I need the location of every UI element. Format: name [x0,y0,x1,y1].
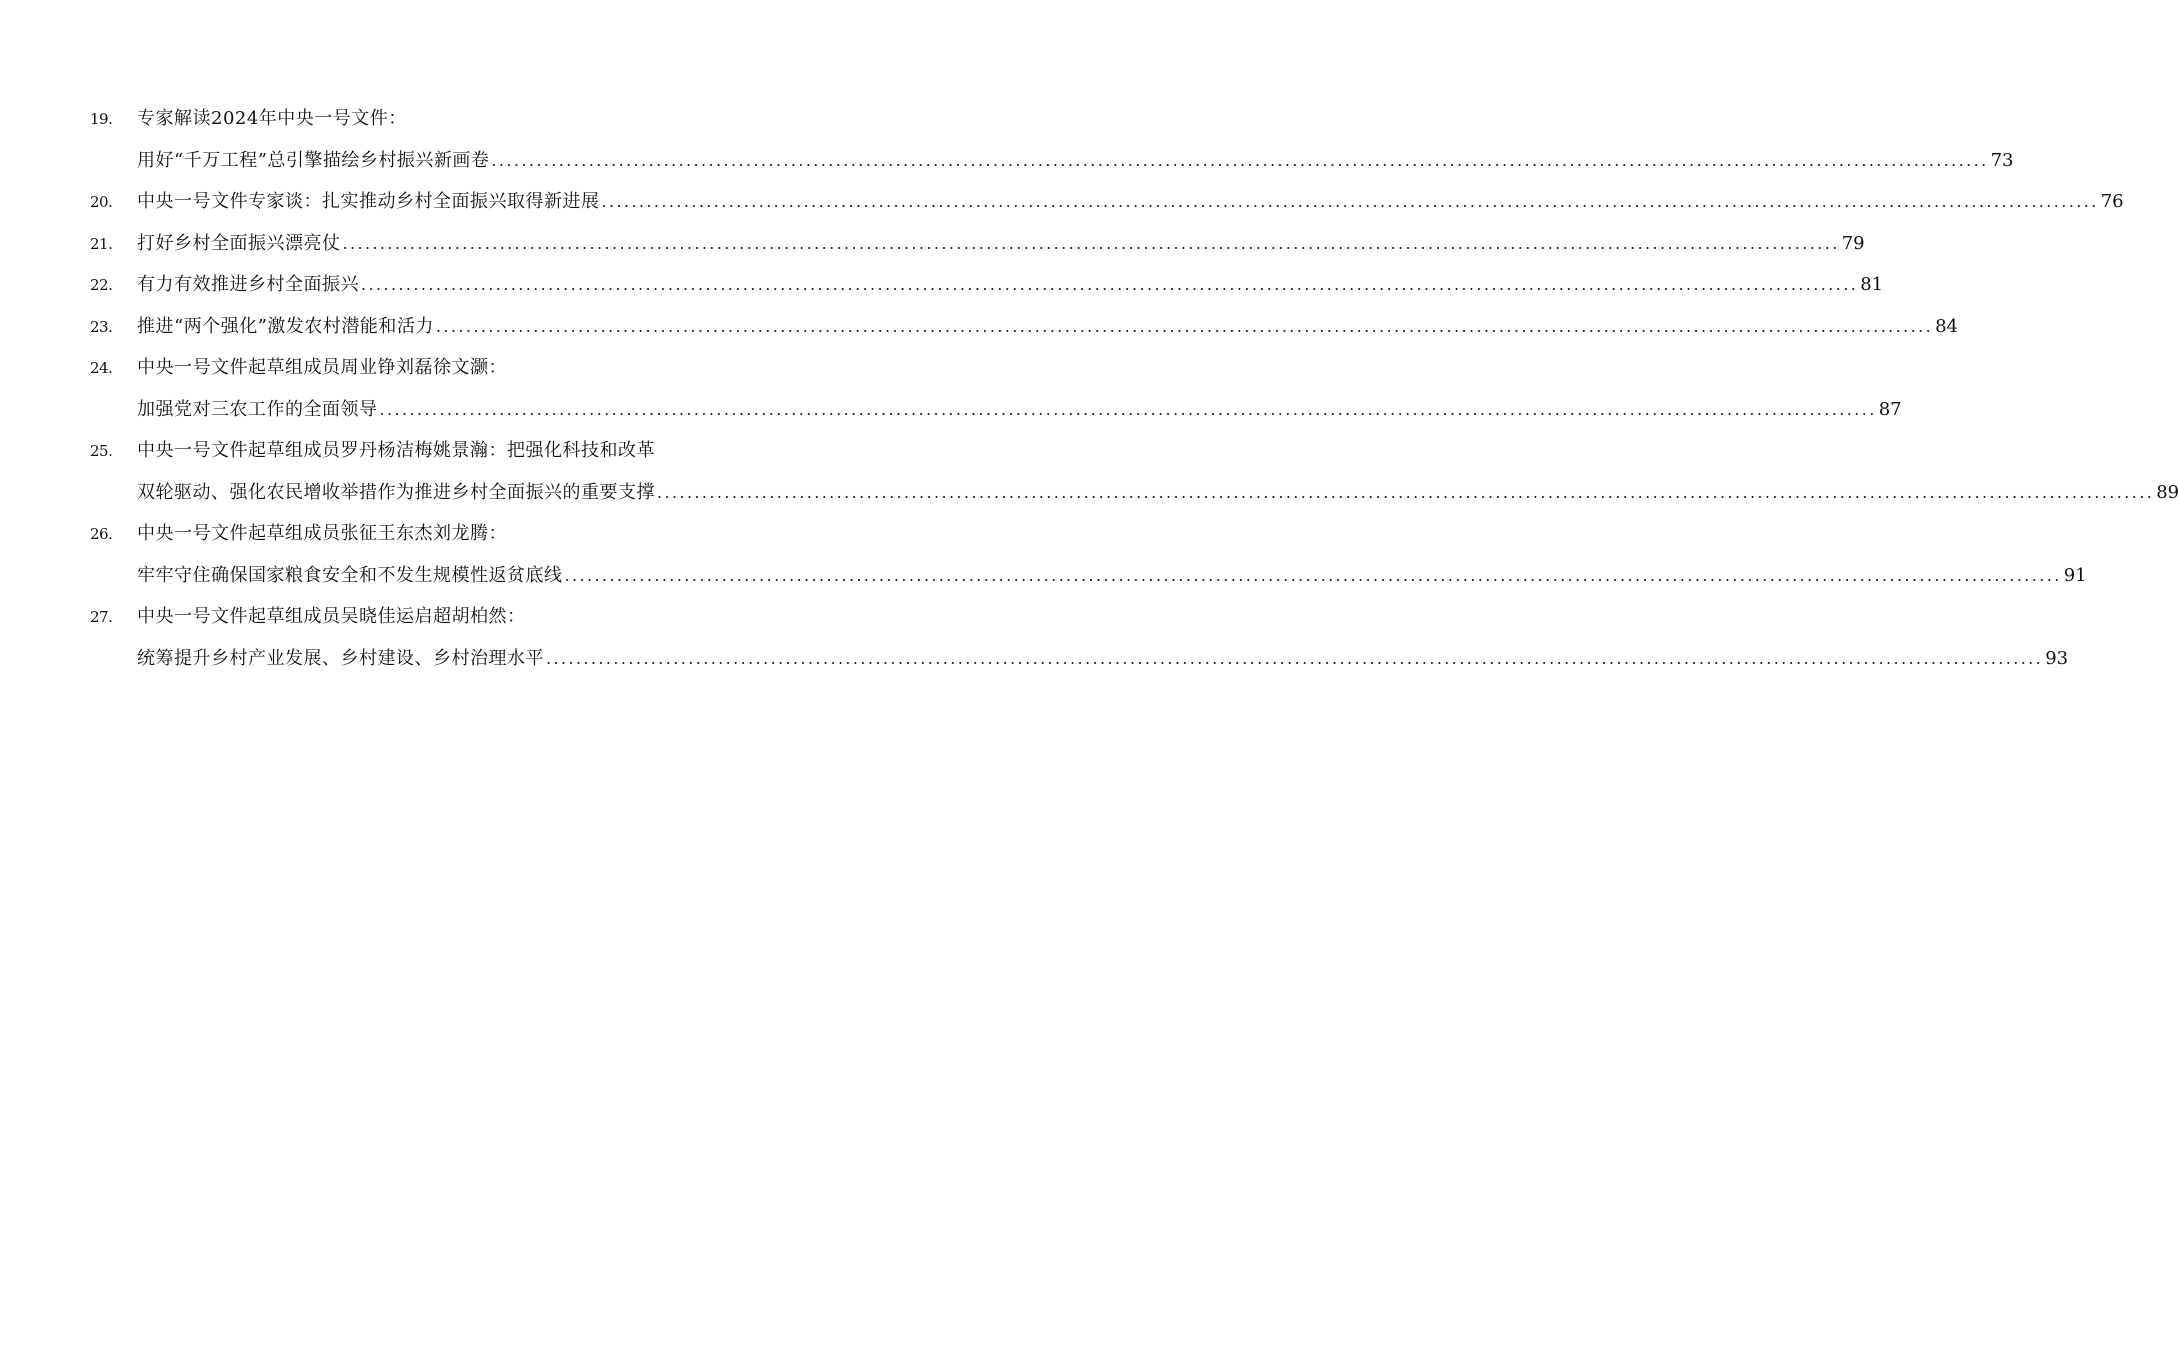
toc-entry-19-continued[interactable] [90,140,2014,182]
toc-page-number: 79 [1841,232,1865,254]
dot-leader: ........................................................................................................................................................................................................ [491,150,1989,170]
dot-leader: ........................................................................................................................................................................................................ [379,399,1877,419]
toc-page-number: 91 [2063,564,2087,586]
toc-page-number: 76 [2100,191,2124,212]
toc-page-number: 93 [2045,647,2069,669]
table-of-contents [90,98,2179,679]
toc-entry-27[interactable] [90,596,860,638]
toc-entry-title: 中央一号文件起草组成员张征王东杰刘龙腾： [137,523,507,544]
toc-entry-title: 双轮驱动、强化农民增收举措作为推进乡村全面振兴的重要支撑 [137,481,655,503]
toc-entry-22[interactable] [90,264,1884,306]
dot-leader: ........................................................................................................................................................................................................ [601,192,2099,211]
toc-entry-title: 加强党对三农工作的全面领导 [137,398,378,420]
toc-entry-title: 打好乡村全面振兴漂亮仗 [137,232,341,254]
toc-entry-title: 统筹提升乡村产业发展、乡村建设、乡村治理水平 [137,647,544,669]
toc-entry-number: 21. [90,234,113,253]
toc-page-number: 81 [1860,274,1884,295]
toc-entry-title: 专家解读2024年中央一号文件： [137,108,407,129]
toc-entry-number: 25. [90,442,113,460]
toc-entry-title: 牢牢守住确保国家粮食安全和不发生规模性返贫底线 [137,564,563,586]
toc-entry-number: 27. [90,608,113,626]
toc-entry-26[interactable] [90,513,860,555]
toc-entry-21[interactable] [90,223,1865,265]
toc-entry-24-continued[interactable] [90,389,1902,431]
dot-leader: ........................................................................................................................................................................................................ [361,275,1859,294]
toc-entry-24[interactable] [90,347,860,389]
toc-entry-title: 中央一号文件起草组成员吴晓佳运启超胡柏然： [137,606,526,627]
toc-entry-20[interactable] [90,181,2124,223]
toc-page-number: 87 [1878,398,1902,420]
dot-leader: ........................................................................................................................................................................................................ [564,565,2062,585]
toc-entry-number: 22. [90,276,113,294]
toc-entry-title: 中央一号文件起草组成员罗丹杨洁梅姚景瀚：把强化科技和改革 [137,440,655,461]
dot-leader: ........................................................................................................................................................................................................ [657,482,2155,502]
toc-entry-number: 23. [90,317,113,336]
dot-leader: ........................................................................................................................................................................................................ [342,233,1840,253]
toc-entry-27-continued[interactable] [90,638,2069,680]
toc-page-number: 73 [1990,149,2014,171]
toc-page-number: 84 [1935,315,1958,337]
toc-entry-23[interactable] [90,306,1958,348]
toc-entry-number: 20. [90,193,113,211]
toc-entry-title: 中央一号文件专家谈：扎实推动乡村全面振兴取得新进展 [137,191,600,212]
toc-page-number: 89 [2156,481,2179,503]
toc-entry-title: 推进“两个强化”激发农村潜能和活力 [137,315,434,337]
toc-entry-title: 用好“千万工程”总引擎描绘乡村振兴新画卷 [137,149,490,171]
toc-entry-number: 26. [90,525,113,543]
toc-entry-19[interactable] [90,98,860,140]
dot-leader: ........................................................................................................................................................................................................ [435,316,1934,336]
toc-entry-25[interactable] [90,430,860,472]
toc-entry-title: 有力有效推进乡村全面振兴 [137,274,359,295]
toc-entry-25-continued[interactable] [90,472,2179,514]
toc-entry-number: 24. [90,359,113,377]
toc-entry-title: 中央一号文件起草组成员周业铮刘磊徐文灏： [137,357,507,378]
toc-entry-number: 19. [90,110,113,128]
toc-entry-26-continued[interactable] [90,555,2087,597]
dot-leader: ........................................................................................................................................................................................................ [546,648,2044,668]
